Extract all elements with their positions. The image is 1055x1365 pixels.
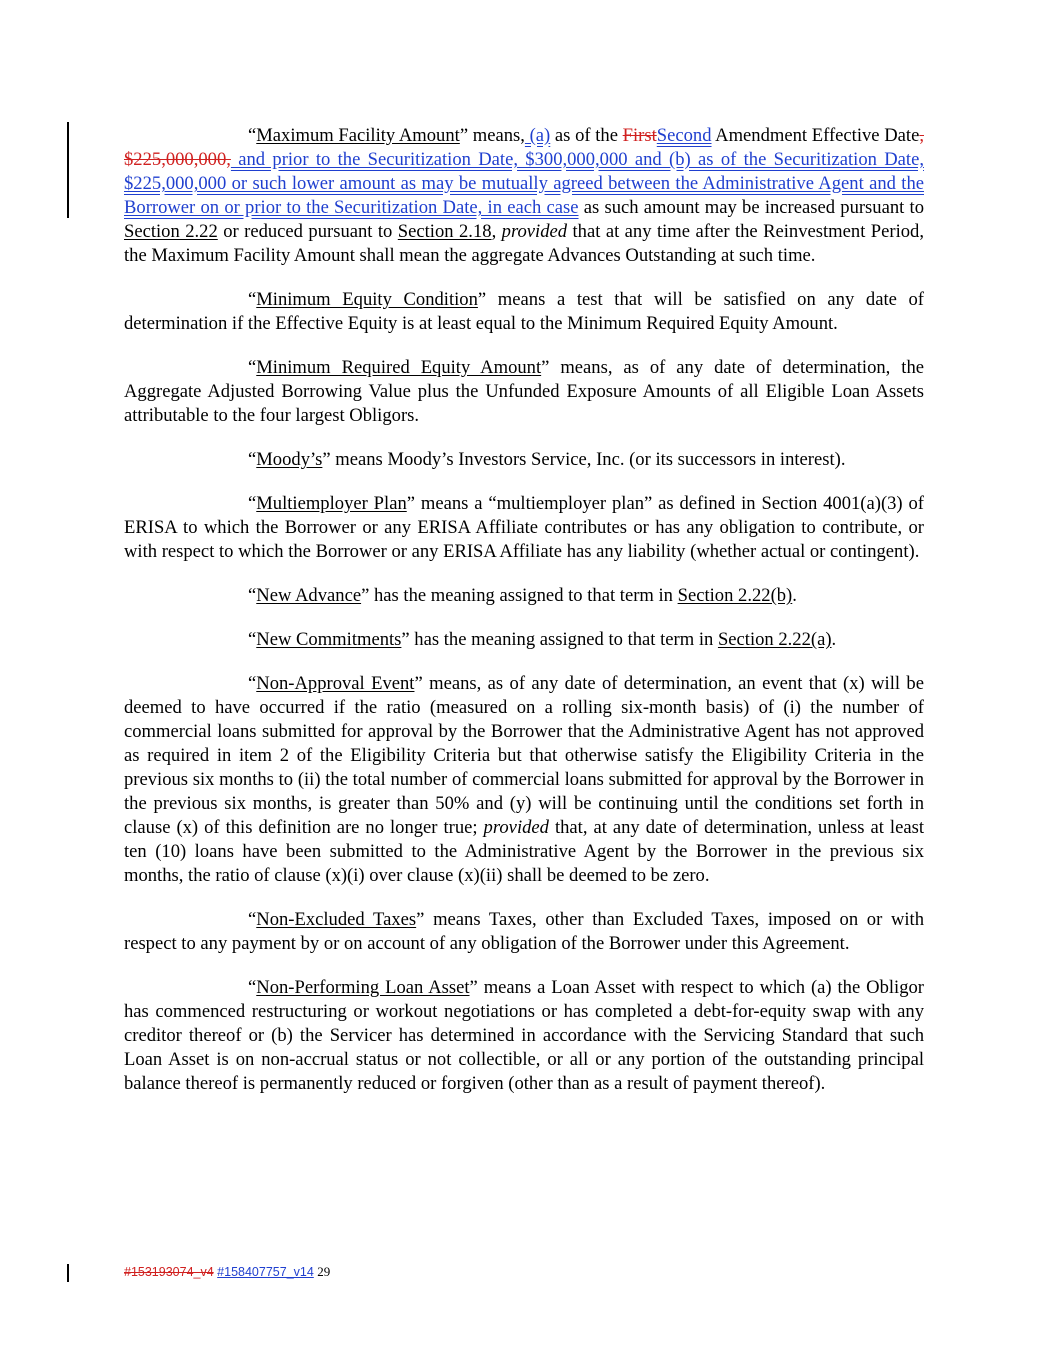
definition-new-commitments: “New Commitments” has the meaning assigned to that term in Section 2.22(a). (248, 629, 837, 650)
defined-term: Maximum Facility Amount (256, 125, 460, 146)
definition-non-excluded-taxes: “Non-Excluded Taxes” means Taxes, other than Excluded Taxes, imposed on or with respect to any payment by or on account of any obligation of the Borrower under this Agreement. (124, 909, 925, 954)
definition-new-advance: “New Advance” has the meaning assigned to that term in Section 2.22(b). (248, 585, 797, 606)
definition-moodys: “Moody’s” means Moody’s Investors Service, Inc. (or its successors in interest). (248, 449, 846, 470)
document-page (124, 124, 924, 1116)
defined-term: Non-Approval Event (256, 673, 415, 694)
insertion: and prior to the Securitization Date, $300,000,000 and (b) as of the Securitization Date, $225,000,000 or such lower amount as may be mutually agreed between the Administrative Agent and the Borrower on or prior to the Securitization Date, in each case (124, 149, 924, 218)
section-reference: Section 2.22(a) (717, 629, 832, 650)
page-number: 29 (317, 1264, 331, 1279)
defined-term: Non-Performing Loan Asset (256, 977, 470, 998)
section-reference: Section 2.22(b) (677, 585, 793, 606)
definition-minimum-required-equity-amount: “Minimum Required Equity Amount” means, as of any date of determination, the Aggregate Adjusted Borrowing Value plus the Unfunded Exposure Amounts of all Eligible Loan Assets attributable to the four largest Obligors. (124, 357, 924, 426)
definition-minimum-equity-condition: “Minimum Equity Condition” means a test that will be satisfied on any date of determination if the Effective Equity is at least equal to the Minimum Required Equity Amount. (124, 289, 924, 334)
defined-term: New Advance (256, 585, 362, 606)
defined-term: Non-Excluded Taxes (256, 909, 417, 930)
deletion: , $225,000,000, (124, 125, 924, 170)
page-footer (124, 1264, 330, 1280)
defined-term: Moody’s (256, 449, 323, 470)
deletion: First (622, 125, 657, 146)
change-bar-footer (67, 1264, 69, 1282)
new-document-id: #158407757_v14 (217, 1265, 314, 1279)
proviso: provided (501, 221, 568, 242)
proviso: provided (483, 817, 549, 838)
definition-multiemployer-plan: “Multiemployer Plan” means a “multiemployer plan” as defined in Section 4001(a)(3) of ERISA to which the Borrower or any ERISA Affiliate contributes or has any obligation to contribute, or with respect to which the Borrower or any ERISA Affiliate has any liability (whether actual or contingent). (124, 493, 924, 562)
change-bar-top (67, 122, 69, 218)
definition-maximum-facility-amount: “Maximum Facility Amount” means, (a) as of the FirstSecond Amendment Effective Date, $225,000,000, and prior to the Securitization Date, $300,000,000 and (b) as of the Securitization Date, $225,000,000 or such lower amount as may be mutually agreed between the Administrative Agent and the Borrower on or prior to the Securitization Date, in each case as such amount may be increased pursuant to Section 2.22 or reduced pursuant to Section 2.18, provided that at any time after the Reinvestment Period, the Maximum Facility Amount shall mean the aggregate Advances Outstanding at such time. (124, 125, 925, 266)
section-reference: Section 2.22 (124, 221, 218, 242)
insertion: (a) (524, 125, 551, 146)
defined-term: Minimum Required Equity Amount (256, 357, 542, 378)
defined-term: Minimum Equity Condition (256, 289, 478, 310)
defined-term: Multiemployer Plan (256, 493, 407, 514)
section-reference: Section 2.18 (397, 221, 492, 242)
definition-non-approval-event: “Non-Approval Event” means, as of any date of determination, an event that (x) will be deemed to have occurred if the ratio (measured on a rolling six-month basis) of (i) the number of commercial loans submitted for approval by the Borrower that the Administrative Agent has not approved as required in item 2 of the Eligibility Criteria but that otherwise satisfy the Eligibility Criteria in the previous six months to (ii) the total number of commercial loans submitted for approval by the Borrower in the previous six months, is greater than 50% and (y) will be continuing until the conditions set forth in clause (x) of this definition are no longer true; provided that, at any date of determination, unless at least ten (10) loans have been submitted to the Administrative Agent by the Borrower in the previous six months, the ratio of clause (x)(i) over clause (x)(ii) shall be deemed to be zero. (124, 673, 924, 886)
defined-term: New Commitments (256, 629, 402, 650)
definition-non-performing-loan-asset: “Non-Performing Loan Asset” means a Loan Asset with respect to which (a) the Obligor has commenced restructuring or workout negotiations or has completed a debt-for-equity swap with any creditor thereof or (b) the Servicer has determined in accordance with the Servicing Standard that such Loan Asset is on non-accrual status or not collectible, or all or any portion of the outstanding principal balance thereof is permanently reduced or forgiven (other than as a result of payment thereof). (124, 977, 924, 1094)
old-document-id: #153193074_v4 (124, 1265, 214, 1279)
insertion: Second (656, 125, 712, 146)
